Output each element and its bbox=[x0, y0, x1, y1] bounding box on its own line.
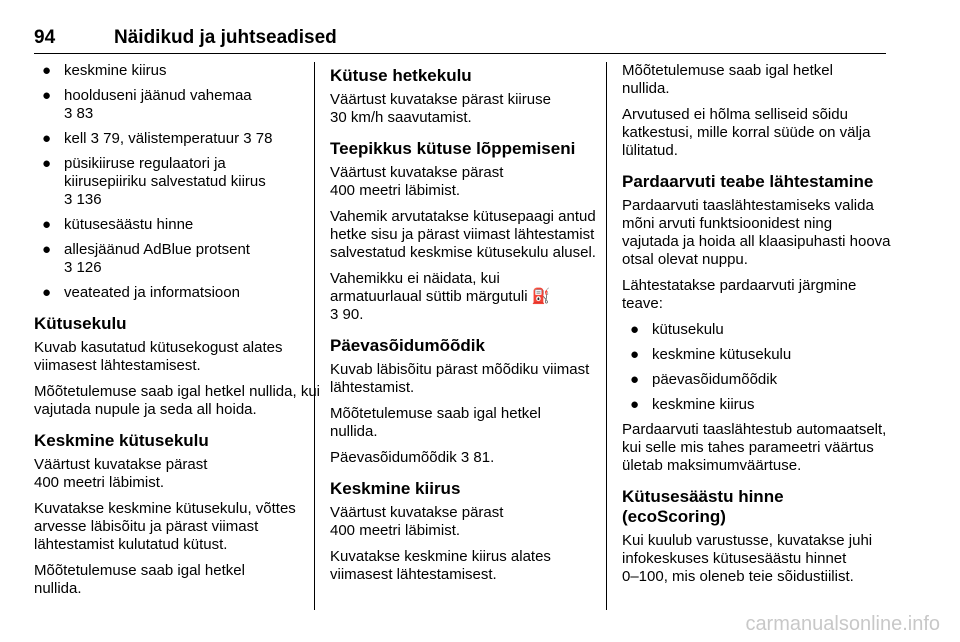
paragraph: Mõõtetulemuse saab igal hetkel nullida. bbox=[34, 562, 245, 597]
chapter-title: Näidikud ja juhtseadised bbox=[114, 27, 337, 48]
section-heading: Päevasõidumõõdik bbox=[330, 336, 485, 355]
list-item: ● kütusekulu bbox=[630, 321, 724, 338]
column-1 bbox=[34, 62, 324, 606]
paragraph: Vahemik arvutatakse kütusepaagi antud hetke sisu ja pärast viimast lähtestamist salvestatud keskmise kütusekulu alusel. bbox=[330, 208, 596, 261]
column-3 bbox=[622, 62, 892, 594]
list-item: ● keskmine kiirus bbox=[42, 62, 167, 79]
paragraph: Mõõtetulemuse saab igal hetkel nullida. bbox=[330, 405, 541, 440]
paragraph: Pardaarvuti taaslähtestub automaatselt, kui selle mis tahes parameetri väärtus ületab maksimumväärtuse. bbox=[622, 421, 887, 474]
paragraph: Kui kuulub varustusse, kuvatakse juhi infokeskuses kütusesäästu hinnet 0–100, mis oleneb teie sõidustiilist. bbox=[622, 532, 873, 585]
paragraph: Väärtust kuvatakse pärast kiiruse 30 km/h saavutamist. bbox=[330, 91, 551, 126]
list-item: ● veateated ja informatsioon bbox=[42, 284, 240, 301]
paragraph: Kuvab läbisõitu pärast mõõdiku viimast lähtestamist. bbox=[330, 361, 590, 396]
list-item: ● allesjäänud AdBlue protsent 3 126 bbox=[42, 241, 250, 276]
paragraph: Väärtust kuvatakse pärast 400 meetri läbimist. bbox=[330, 504, 504, 539]
list-item: ● kütusesäästu hinne bbox=[42, 216, 194, 233]
paragraph: Mõõtetulemuse saab igal hetkel nullida. bbox=[622, 62, 833, 97]
section-heading: Kütusekulu bbox=[34, 314, 127, 333]
section-heading: Keskmine kütusekulu bbox=[34, 431, 209, 450]
paragraph: Vahemikku ei näidata, kui armatuurlaual süttib märgutuli ⛽ 3 90. bbox=[330, 270, 551, 323]
section-heading: Teepikkus kütuse lõppemiseni bbox=[330, 139, 576, 158]
section-heading: Pardaarvuti teabe lähtestamine bbox=[622, 172, 874, 191]
list-item: ● kell 3 79, välistemperatuur 3 78 bbox=[42, 130, 273, 147]
column-2 bbox=[330, 62, 598, 592]
paragraph: Väärtust kuvatakse pärast 400 meetri läbimist. bbox=[34, 456, 208, 491]
section-heading: Keskmine kiirus bbox=[330, 479, 461, 498]
display-items-list bbox=[34, 62, 324, 302]
paragraph: Kuvab kasutatud kütusekogust alates viimasest lähtestamisest. bbox=[34, 339, 283, 374]
reset-items-list bbox=[622, 321, 892, 414]
list-item: ● keskmine kiirus bbox=[630, 396, 755, 413]
list-item: ● päevasõidumõõdik bbox=[630, 371, 778, 388]
list-item: ● keskmine kütusekulu bbox=[630, 346, 792, 363]
paragraph: Kuvatakse keskmine kiirus alates viimasest lähtestamisest. bbox=[330, 548, 551, 583]
list-item: ● püsikiiruse regulaatori ja kiirusepiiriku salvestatud kiirus 3 136 bbox=[42, 155, 266, 208]
paragraph: Päevasõidumõõdik 3 81. bbox=[330, 449, 495, 466]
paragraph: Pardaarvuti taaslähtestamiseks valida mõni arvuti funktsioonidest ning vajutada ja hoida all klaasipuhasti hoova otsal olevat nuppu. bbox=[622, 197, 891, 268]
paragraph: Väärtust kuvatakse pärast 400 meetri läbimist. bbox=[330, 164, 504, 199]
column-divider bbox=[606, 62, 607, 610]
section-heading: Kütusesäästu hinne (ecoScoring) bbox=[622, 487, 784, 526]
paragraph: Kuvatakse keskmine kütusekulu, võttes arvesse läbisõitu ja pärast viimast lähtestamist kulutatud kütust. bbox=[34, 500, 296, 553]
section-heading: Kütuse hetkekulu bbox=[330, 66, 472, 85]
page-number: 94 bbox=[34, 27, 56, 48]
page-header bbox=[34, 24, 886, 54]
paragraph: Lähtestatakse pardaarvuti järgmine teave: bbox=[622, 277, 857, 312]
paragraph: Arvutused ei hõlma selliseid sõidu katkestusi, mille korral süüde on välja lülitatud. bbox=[622, 106, 871, 159]
watermark: carmanualsonline.info bbox=[745, 613, 940, 635]
list-item: ● hoolduseni jäänud vahemaa 3 83 bbox=[42, 87, 252, 122]
paragraph: Mõõtetulemuse saab igal hetkel nullida, kui vajutada nupule ja seda all hoida. bbox=[34, 383, 321, 418]
